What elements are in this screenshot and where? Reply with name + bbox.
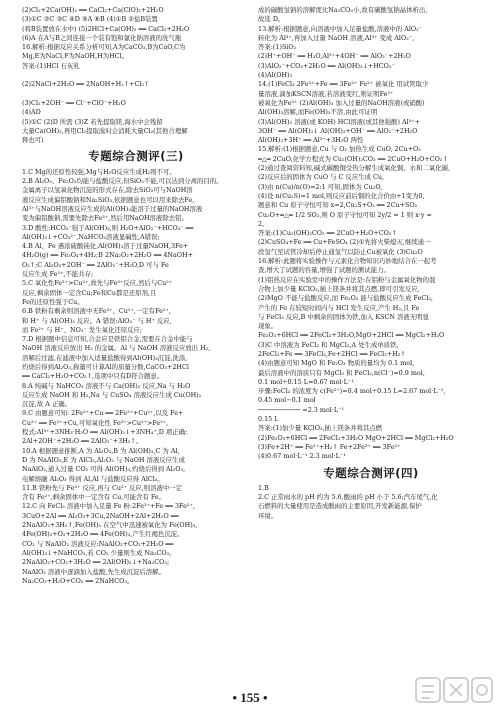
text-line: 成的碳酸氢钠的溶解度比Na₂CO₃小,故有碳酸氢钠晶体析出, (258, 6, 428, 14)
text-line: 含有 Fe²⁺,剩余固体中一定含有 Cu,可能含有 Fe。 (22, 493, 166, 502)
text-line: 答案:(1)SiO₂ (258, 43, 297, 52)
left-column (22, 6, 250, 686)
text-line: (4)由题意可知 MgO 和 Fe₂O₃ 物质的量均为 0.1 mol, (258, 359, 415, 368)
text-line: (3)C 中溶液为 FeCl₂ 和 MgCl₂,A 处生成单质铁, (258, 340, 399, 349)
left-top-block (22, 6, 250, 145)
text-line: 15.解析:(1)根据题意,Cu 与 O₂ 加热生成 CuO, 2Cu+O₂ (258, 145, 421, 154)
text-line: 3OH⁻ ══ Al(OH)₃↓ Al(OH)₃+OH⁻ ══ AlO₂⁻+2H₂O (258, 126, 418, 135)
text-line: 9.C 由题意可知: 2Fe³⁺+Cu ══ 2Fe²⁺+Cu²⁺,以及 Fe+ (22, 409, 184, 418)
watermark-logo-icon (414, 674, 494, 710)
text-line: NaAlO₂,通入过量 CO₂ 可得 Al(OH)₃,灼烧后得到 Al₂O₃, (22, 465, 186, 474)
text-line: 8.A 纯碱与 NaHCO₃ 溶液不与 Ca(OH)₂ 反应,Na 与 H₂O (22, 381, 191, 390)
text-line: Al(OH)₃↓+CO₃²⁻,NaHCO₃溶液显碱性,A错误; (22, 232, 160, 241)
text-line: Cu²⁺ ══ Fe²⁺+Cu,可知氧化性 Fe³⁺>Cu²⁺>Fe²⁺, (22, 418, 169, 427)
text-line: Al(OH)₃溶解,而Fe(OH)₃不溶,由此可证明 (258, 108, 378, 117)
text-line: 反应生成 Fe²⁺,不能共存; (22, 270, 94, 279)
text-line: 沉淀,故 A 正确。 (22, 400, 72, 409)
text-line: 电解熔融 Al₂O₃ 得到 Al,Al 与盐酸反应得 AlCl₃。 (22, 474, 164, 483)
text-line: 3CuO+2Al ══ Al₂O₃+3Cu,2NaOH+2Al+2H₂O ══ (22, 511, 179, 520)
text-line: (2)Cl₂+2Ca(OH)₂ ══ CaCl₂+Ca(ClO)₂+2H₂O (22, 6, 164, 14)
text-line: (4)0.67 mol·L⁻¹ 2.3 mol·L⁻¹ (258, 452, 346, 461)
text-line: Al(OH)₃↓+NaHCO₃,若 CO₂ 少量则生成 Na₂CO₃, (22, 548, 172, 557)
text-line: 变为偏铝酸钠,需要先除去Fe³⁺,然后用NaOH溶液除去铝。 (22, 214, 188, 223)
text-line: (2)反应后的固体为 CuO 与 C 反应生成 Cu, (258, 173, 385, 182)
text-line: (4)AD (22, 108, 41, 117)
text-line: Fe的还原性强于Cu。 (22, 297, 84, 306)
text-line: 0.15 L (258, 415, 279, 424)
text-line: 环境。 (258, 511, 278, 520)
text-line: CO₂ 与 NaAlO₂ 溶液反应:NaAlO₂+CO₂+2H₂O ══ (22, 539, 174, 548)
text-line: 反应生成 NaOH 和 H₂,Na 与 CuSO₄ 溶液反应生成 Cu(OH)₂ (22, 390, 202, 399)
text-line: 12.C 向 FeCl₃ 溶液中加入足量 Fe 粉:2Fe³⁺+Fe ══ 3Fe²⁺, (22, 502, 195, 511)
section-title-3: 专题综合测评(三) (88, 149, 184, 164)
text-line: 答案:(1)加少量 KClO₃,插上镁条并将其点燃 (258, 424, 383, 433)
text-line: (1)铝热反应在实验室中的操作方法是:在铝粉与金属氧化物的混 (258, 275, 436, 284)
text-line: (2)2NaCl+2H₂O ══ 2NaOH+H₂↑+Cl₂↑ (22, 80, 150, 89)
text-line: 溶解后过滤,在滤液中加入适量盐酸得到Al(OH)₃沉淀,洗涤, (22, 353, 188, 362)
text-line: 4.B Al、Fe 遇浓硫酸钝化,Al(OH)₃溶于过量NaOH,3Fe+ (22, 242, 189, 251)
text-line: 2.B Al₂O₃、Fe₂O₃均能与盐酸反应,但SiO₂不能,可以达到分离的目的。 (22, 177, 223, 186)
text-line: 大量Ca(OH)₂,再用Cl₂提取溴时会消耗大量Cl₂(其他合理解 (22, 126, 188, 135)
text-line: 3.D 酸性:HCO₃⁻强于Al(OH)₃,则 H₂O+AlO₂⁻+HCO₃⁻ ══ (22, 223, 194, 232)
text-line: 4Fe(OH)₂+O₂+2H₂O ══ 4Fe(OH)₃,产生红褐色沉淀。 (22, 530, 184, 539)
text-line: NaAlO₂ 溶液中逐滴加入盐酸,先生成沉淀后溶解。 (22, 567, 165, 576)
text-line: (4)Al(OH)₃ (258, 71, 293, 80)
text-line: (2)MgO 不能与盐酸反应,而 Fe₂O₃ 能与盐酸反应生成 FeCl₃, (258, 294, 433, 303)
text-line: ══ CaCl₂+H₂O+CO₂↑,选项中只有D符合题意。 (22, 372, 164, 381)
text-line: 5.C 氧化性Fe³⁺>Cu²⁺,故先与Fe³⁺反应,然后与Cu²⁺ (22, 279, 173, 288)
text-line: 与 FeCl₃ 反应,B 中剩余的固体为铁,加入 KSCN 溶液无明显 (258, 312, 429, 321)
text-line: Al³⁺与NaOH溶液反应生成的Al(OH)₃能溶于过量的NaOH溶液 (22, 204, 203, 213)
text-line: 10.A 根据题意推断,A 为 Al₂O₃,B 为 Al(OH)₃,C 为 Al, (22, 446, 180, 455)
text-line: 现象。 (258, 322, 278, 331)
text-line: 金属离子以氢氧化物沉淀的形式存在,除去SiO₂可与NaOH溶 (22, 186, 193, 195)
text-line: 2NaAlO₂+3H₂↑,Fe(OH)₂ 在空气中迅速被氧化为 Fe(OH)₃, (22, 521, 198, 530)
text-line: 量溶液,滴加KSCN溶液,若溶液变红,则证明Fe²⁺ (258, 89, 394, 98)
text-line: 2FeCl₃+Fe ══ 3FeCl₂,Fe+2HCl ══ FeCl₂+H₂↑ (258, 349, 406, 358)
section-title-4: 专题综合测评(四) (323, 465, 419, 480)
text-line: O₂↑;C Al₂O₃+2OH⁻ ══ 2AlO₂⁻+H₂O,D 可与 Fe (22, 260, 169, 269)
text-line: 产生的 Fe 在较短时间内与 HCl 发生反应,产生 H₂,且 Fe (258, 303, 420, 312)
text-line: (3)Al(OH)₃ 溶液(或 KOH) HCl溶液(或其他强酸) Al³⁺+ (258, 117, 420, 126)
text-line: (6)A 在A与B之间连接一个装有饱和氯化钠溶液的洗气瓶 (22, 33, 182, 42)
text-line: Al(OH)₃+3H⁺ ══ Al³⁺+3H₂O 两性 (258, 136, 364, 145)
text-line: 2NaAlO₂+CO₂+3H₂O ══ 2Al(OH)₃↓+Na₂CO₃; (22, 558, 170, 567)
text-line: 释也可) (22, 136, 44, 145)
text-line: Cu₂O+═△═ 1/2 SO₂,则 O 原子守恒可知 2y/2 = 1 则 x·y = (258, 210, 432, 219)
text-line: 2Al+2OH⁻+2H₂O ══ 2AlO₂⁻+3H₂↑。 (22, 437, 143, 446)
text-line: 合物上加少量 KClO₃,插上镁条并将其点燃,即可引发反应, (258, 284, 420, 293)
text-line: (3)Fe+2H⁺ ══ Fe²⁺+H₂↑ Fe+2Fe³⁺ ══ 3Fe²⁺ (258, 442, 401, 451)
text-line: 石燃料的大量使用是造成酸雨的主要原因,开发新能源,保护 (258, 502, 422, 511)
text-line: (2)通过查阅资料知,碱式碳酸铜受热分解生成氧化铜、水和二氧化碳, (258, 164, 451, 173)
text-line (22, 90, 250, 99)
text-line: ─────────── =2.3 mol·L⁻¹ (258, 405, 345, 414)
text-line: 程式:Al³⁺+3NH₃·H₂O ══ Al(OH)₃↓+3NH₄⁺,D 项正确: (22, 428, 188, 437)
text-line: 0.45 mol−0.1 mol (258, 396, 316, 405)
text-line: 题意和 Cu 原子守恒可知 x=2,Cu₂S+O₂ ══ 2Cu+SO₂ (258, 201, 418, 210)
right-bottom-block (258, 484, 484, 521)
text-line: (3)Cl₂+2OH⁻ ══ Cl⁻+ClO⁻+H₂O (22, 98, 126, 107)
text-line: 0.1 mol÷0.15 L=0.67 mol·L⁻¹ (258, 377, 354, 386)
text-line: 11.B 铁粉先与 Fe³⁺ 反应,再与 Cu²⁺ 反应,则溶液中一定 (22, 483, 183, 492)
text-line: (5)①C (2)D 所需 (3)Z 若先提取镁,海水中会残留 (22, 117, 163, 126)
text-line: ═△═ 2CuO,化学方程式为 Cu₂(OH)₂CO₃ ══ 2CuO+H₂O+CO₂↑ (258, 154, 448, 163)
text-line: (4)设 n(Cu₂S)=1 mol,则反应前后铜的化合价由+1变为0, (258, 191, 425, 200)
text-line: 液反应生成偏铝酸钠和Na₂SiO₃,依据题意也可以用来除去Fe, (22, 195, 195, 204)
left-bottom-block (22, 168, 250, 586)
text-line: 16.解析:此题将实验操作与元素化合物知识巧妙地结合在一起考 (258, 257, 437, 266)
text-line: Na₂CO₃+H₂O+CO₂ ══ 2NaHCO₃。 (22, 576, 134, 585)
text-line: NaOH 溶液反应放出 H₂ 的金属。Al 与 NaOH 溶液反应放出 H₂, (22, 344, 211, 353)
right-column (258, 6, 484, 686)
text-line: 灼烧后得到Al₂O₃,称量可计算Al的质量分数,CaCO₃+2HCl (22, 362, 189, 371)
text-line: 答案:(1)Cu₂(OH)₂CO₃ ══ 2CuO+H₂O+CO₂↑ (258, 229, 397, 238)
text-line: 查,增大了试题的容量,增强了试题的测试能力。 (258, 266, 390, 275)
text-line: 最后溶液中的溶质只有 MgCl₂ 和 FeCl₂,n(Cl⁻)=0.9 mol, (258, 368, 425, 377)
page-number: • 155 • (232, 690, 268, 705)
text-line: 而 Fe²⁺ 与 H⁺、NO₃⁻ 发生氧化还原反应; (22, 325, 143, 334)
text-line: 和 H⁺ 与 Al(OH)₃ 反应。A 错误:AlO₂⁻ 与 H⁺ 反应, (22, 316, 172, 325)
text-line: Mg,E为NaCl,F为NaOH,H为HCl。 (22, 52, 129, 61)
text-line: 1.B (258, 483, 269, 492)
text-line: D 为 NaAlO₂,E 为 AlCl₃,Al₂O₃ 与 NaOH 溶液反应生成 (22, 455, 185, 464)
text-line: 段氢气至试管冷却后停止通氢气以防止Cu被氧化 (3)Cu₂O (258, 247, 423, 256)
text-line: (2)CuSO₄+Fe ══ Cu+FeSO₄ (2)①先将火柴熄灭,继续通一 (258, 238, 431, 247)
text-line: 2.C 正常雨水的 pH 约为 5.6,酸雨的 pH 小于 5.6;汽车尾气,化 (258, 493, 438, 502)
text-line: 转化为 Al³⁺,再加入过量 NaOH 溶液,Al³⁺ 变成 AlO₂⁻, (258, 33, 415, 42)
text-line: 答案:(1)HCl 石灰乳 (22, 61, 80, 70)
text-line: (2)H⁺+OH⁻ ══ H₂O,Al³⁺+4OH⁻ ══ AlO₂⁻+2H₂O (258, 52, 411, 61)
text-line: (3)①C ②C ③C ④D ⑤A ⑥B (4)①B ②盐B装置 (22, 15, 158, 24)
text-line: 13.解析:根据题意,向溶液中加入足量盐酸,溶液中的 AlO₂⁻ (258, 24, 423, 33)
text-line: (3)AlO₂⁻+CO₂+2H₂O ══ Al(OH)₃↓+HCO₃⁻ (258, 61, 395, 70)
text-line: 4H₂O(g) ══ Fe₃O₄+4H₂;B 2Na₂O₂+2H₂O ══ 4NaOH+ (22, 251, 193, 260)
text-line: 步骤:FeCl₂ 的浓度为 c(Fe²⁺)=0.4 mol÷0.15 L=2.67 mol·L⁻¹, (258, 387, 446, 396)
text-line: 6.B 铁粉有剩余则溶液中无Fe³⁺、Cu²⁺,一定有Fe²⁺, (22, 307, 171, 316)
text-line: 被氧化为Fe³⁺ (2)Al(OH)₃ 加入过量的NaOH溶液(或硝酸) (258, 98, 425, 107)
text-line: 反应,剩余固体一定含Cu;Fe和Cu都是还原剂,且 (22, 288, 157, 297)
text-line: 故选 D。 (258, 15, 285, 24)
text-line (22, 71, 250, 80)
text-line: 14.(1)FeCl₃ 2Fe³⁺+Fe ══ 3Fe²⁺ Fe²⁺ 被氧化 用试管取少 (258, 80, 429, 89)
text-line: Fe₂O₃+6HCl ══ 2FeCl₃+3H₂O,MgO+2HCl ══ MgCl₂+H₂O (258, 331, 445, 340)
text-line: (将B装置放在水中) (5)2HCl+Ca(OH)₂ ══ CaCl₂+2H₂O (22, 24, 190, 33)
text-line: 2。 (258, 219, 269, 228)
text-line: 1.C Mg的还原性较强,Mg与H₂O反应生成H₂则不可。 (22, 167, 176, 176)
text-line: 7.D 根据题中信息可知,合金应是铁铝合金,需要在合金中能与 (22, 335, 193, 344)
text-line: 16.解析:根据反应关系分析可知,A为CaCO₃,B为CaO,C为 (22, 43, 186, 52)
right-top-block (258, 6, 484, 462)
text-line: (3)由 n(Cu)/n(O)=2:1 可知,固体为 Cu₂O, (258, 182, 383, 191)
text-line: (2)Fe₂O₃+6HCl ══ 2FeCl₃+3H₂O MgO+2HCl ══ MgCl₂+H₂O (258, 433, 454, 442)
